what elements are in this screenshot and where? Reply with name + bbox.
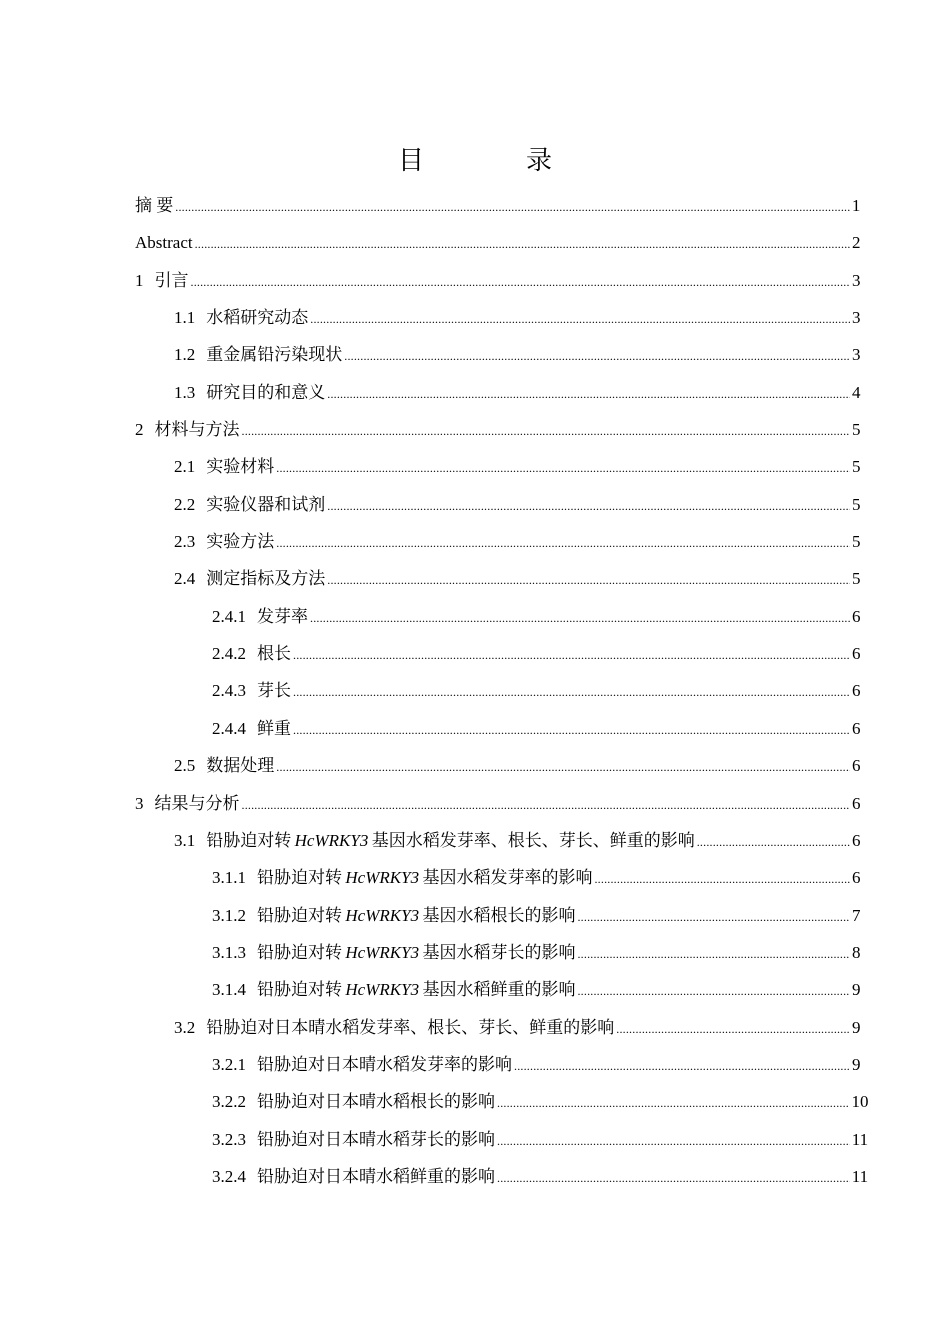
dot-leader — [293, 674, 850, 711]
toc-entry-number: 2.5 — [174, 756, 196, 776]
toc-entry-3-2-4[interactable] — [135, 1158, 869, 1195]
dot-leader — [497, 1085, 849, 1122]
toc-entry-abstract-cn[interactable] — [135, 187, 860, 224]
toc-entry-page: 1 — [851, 196, 861, 215]
toc-entry-page: 6 — [852, 756, 861, 776]
toc-entry-page: 11 — [851, 1129, 869, 1149]
label-suffix: 基因水稻发芽率的影响 — [422, 868, 593, 888]
toc-entry-page: 5 — [852, 532, 861, 552]
toc-entry-label: 实验方法 — [206, 532, 275, 552]
toc-entry-3-1-3[interactable] — [135, 934, 860, 971]
toc-entry-page: 6 — [852, 644, 861, 664]
toc-entry-3[interactable] — [135, 785, 860, 822]
dot-leader — [310, 600, 850, 637]
label-prefix: 铅胁迫对转 — [206, 830, 292, 850]
dot-leader — [195, 226, 850, 263]
toc-entry-label: 铅胁迫对日本晴水稻鲜重的影响 — [257, 1166, 495, 1186]
toc-entry-3-2-2[interactable] — [135, 1083, 869, 1120]
dot-leader — [577, 899, 850, 936]
toc-entry-label: 芽长 — [257, 681, 291, 701]
toc-entry-2-5[interactable] — [135, 747, 860, 784]
toc-entry-3-2-3[interactable] — [135, 1121, 869, 1158]
toc-entry-label — [206, 822, 694, 859]
toc-entry-page: 6 — [852, 830, 861, 850]
toc-entry-page: 5 — [852, 494, 861, 514]
toc-entry-3-2[interactable] — [135, 1009, 860, 1046]
label-suffix: 基因水稻根长的影响 — [422, 905, 576, 925]
toc-entry-page: 7 — [852, 905, 861, 925]
dot-leader — [497, 1160, 850, 1197]
toc-entry-number: 3.2.3 — [212, 1129, 246, 1149]
toc-entry-number: 3.1 — [174, 830, 196, 850]
page-title: 目 录 — [397, 146, 590, 175]
toc-entry-number: 2.4.3 — [212, 681, 246, 701]
toc-entry-page: 3 — [852, 345, 861, 365]
toc-entry-2[interactable] — [135, 411, 860, 448]
toc-entry-number: 1.3 — [174, 382, 196, 402]
toc-entry-number: 3.1.4 — [212, 980, 246, 1000]
toc-entry-2-4-3[interactable] — [135, 672, 860, 709]
toc-entry-label: 引言 — [154, 270, 189, 290]
dot-leader — [293, 637, 850, 674]
dot-leader — [310, 301, 850, 338]
dot-leader — [293, 712, 850, 749]
toc-entry-number: 2.1 — [174, 457, 196, 477]
dot-leader — [577, 936, 850, 973]
toc-entry-page: 6 — [852, 606, 861, 626]
toc-entry-page: 5 — [852, 569, 861, 589]
dot-leader — [276, 749, 850, 786]
toc-entry-page: 6 — [852, 868, 861, 888]
toc-entry-label: 铅胁迫对日本晴水稻发芽率的影响 — [257, 1054, 512, 1074]
toc-entry-number: 3.1.3 — [212, 942, 246, 962]
toc-entry-number: 2.2 — [174, 494, 196, 514]
dot-leader — [191, 264, 851, 301]
toc-entry-1[interactable] — [135, 262, 860, 299]
dot-leader — [697, 824, 850, 861]
toc-entry-page: 2 — [852, 233, 861, 253]
toc-entry-page: 6 — [852, 718, 861, 738]
dot-leader — [175, 189, 850, 226]
table-of-contents — [135, 187, 869, 1195]
dot-leader — [242, 787, 851, 824]
toc-entry-label: 测定指标及方法 — [206, 569, 326, 589]
toc-entry-3-1-2[interactable] — [135, 897, 860, 934]
toc-entry-number: 2.4.4 — [212, 718, 246, 738]
toc-entry-2-3[interactable] — [135, 523, 860, 560]
toc-entry-label: 铅胁迫对日本晴水稻根长的影响 — [257, 1092, 495, 1112]
dot-leader — [327, 376, 850, 413]
toc-entry-page: 10 — [851, 1092, 869, 1112]
label-suffix: 基因水稻发芽率、根长、芽长、鲜重的影响 — [371, 830, 695, 850]
label-prefix: 铅胁迫对转 — [257, 905, 342, 925]
label-prefix: 铅胁迫对转 — [257, 942, 342, 962]
toc-entry-page: 4 — [852, 382, 861, 402]
toc-entry-page: 6 — [852, 681, 861, 701]
toc-entry-1-3[interactable] — [135, 374, 860, 411]
toc-entry-label: 数据处理 — [206, 756, 275, 776]
toc-entry-label: 铅胁迫对日本晴水稻芽长的影响 — [257, 1129, 495, 1149]
dot-leader — [276, 525, 850, 562]
toc-entry-page: 5 — [852, 457, 861, 477]
dot-leader — [327, 488, 850, 525]
toc-entry-number: 3.2.2 — [212, 1092, 246, 1112]
toc-entry-page: 3 — [852, 270, 861, 290]
toc-entry-page: 5 — [852, 420, 861, 440]
toc-entry-label: 摘 要 — [135, 196, 174, 215]
toc-entry-label: 铅胁迫对日本晴水稻发芽率、根长、芽长、鲜重的影响 — [206, 1017, 615, 1037]
toc-entry-label: 重金属铅污染现状 — [206, 345, 343, 365]
toc-entry-label — [257, 859, 592, 896]
gene-name: HcWRKY3 — [345, 905, 420, 925]
toc-entry-label: 实验材料 — [206, 457, 275, 477]
gene-name: HcWRKY3 — [345, 942, 420, 962]
label-suffix: 基因水稻芽长的影响 — [422, 942, 576, 962]
toc-entry-3-1-4[interactable] — [135, 971, 860, 1008]
toc-entry-number: 2.4.1 — [212, 606, 246, 626]
toc-entry-number: 2 — [135, 420, 144, 440]
toc-entry-label — [257, 897, 575, 934]
dot-leader — [616, 1011, 850, 1048]
toc-entry-1-2[interactable] — [135, 336, 860, 373]
toc-entry-2-4-4[interactable] — [135, 710, 860, 747]
toc-entry-number: 3.2 — [174, 1017, 196, 1037]
toc-entry-page: 9 — [852, 1017, 861, 1037]
dot-leader — [577, 973, 850, 1010]
toc-entry-2-4-2[interactable] — [135, 635, 860, 672]
toc-entry-3-2-1[interactable] — [135, 1046, 860, 1083]
toc-entry-number: 2.4 — [174, 569, 196, 589]
dot-leader — [327, 562, 850, 599]
dot-leader — [514, 1048, 850, 1085]
toc-entry-page: 6 — [852, 793, 861, 813]
toc-entry-label: 水稻研究动态 — [206, 308, 309, 328]
toc-entry-number: 3.2.1 — [212, 1054, 246, 1074]
toc-entry-label: 结果与分析 — [154, 793, 240, 813]
label-prefix: 铅胁迫对转 — [257, 868, 342, 888]
toc-entry-number: 2.4.2 — [212, 644, 246, 664]
toc-entry-number: 1 — [135, 270, 144, 290]
toc-entry-abstract-en[interactable] — [135, 224, 860, 261]
toc-entry-label: 根长 — [257, 644, 291, 664]
toc-entry-3-1-1[interactable] — [135, 859, 860, 896]
toc-entry-label: 鲜重 — [257, 718, 291, 738]
dot-leader — [276, 450, 850, 487]
toc-entry-label — [257, 934, 575, 971]
toc-entry-2-4[interactable] — [135, 560, 860, 597]
label-prefix: 铅胁迫对转 — [257, 980, 342, 1000]
dot-leader — [497, 1123, 850, 1160]
toc-entry-2-2[interactable] — [135, 486, 860, 523]
toc-entry-label: 研究目的和意义 — [206, 382, 326, 402]
dot-leader — [594, 861, 850, 898]
toc-entry-page: 3 — [852, 308, 861, 328]
toc-entry-label: 实验仪器和试剂 — [206, 494, 326, 514]
toc-entry-1-1[interactable] — [135, 299, 860, 336]
toc-entry-number: 1.2 — [174, 345, 196, 365]
toc-entry-page: 8 — [852, 942, 861, 962]
toc-entry-label — [257, 971, 575, 1008]
gene-name: HcWRKY3 — [294, 830, 369, 850]
toc-entry-page: 11 — [851, 1166, 869, 1186]
gene-name: HcWRKY3 — [345, 980, 420, 1000]
toc-entry-3-1[interactable] — [135, 822, 860, 859]
toc-entry-number: 1.1 — [174, 308, 196, 328]
toc-entry-label: Abstract — [135, 233, 193, 253]
toc-entry-label: 材料与方法 — [154, 420, 240, 440]
toc-entry-number: 3.2.4 — [212, 1166, 246, 1186]
toc-entry-2-4-1[interactable] — [135, 598, 860, 635]
toc-entry-number: 2.3 — [174, 532, 196, 552]
toc-entry-label: 发芽率 — [257, 606, 308, 626]
toc-entry-number: 3.1.1 — [212, 868, 246, 888]
gene-name: HcWRKY3 — [345, 868, 420, 888]
toc-entry-number: 3.1.2 — [212, 905, 246, 925]
dot-leader — [344, 338, 850, 375]
toc-entry-2-1[interactable] — [135, 448, 860, 485]
label-suffix: 基因水稻鲜重的影响 — [422, 980, 576, 1000]
toc-entry-page: 9 — [852, 1054, 861, 1074]
dot-leader — [242, 413, 851, 450]
toc-entry-number: 3 — [135, 793, 144, 813]
toc-entry-page: 9 — [852, 980, 861, 1000]
